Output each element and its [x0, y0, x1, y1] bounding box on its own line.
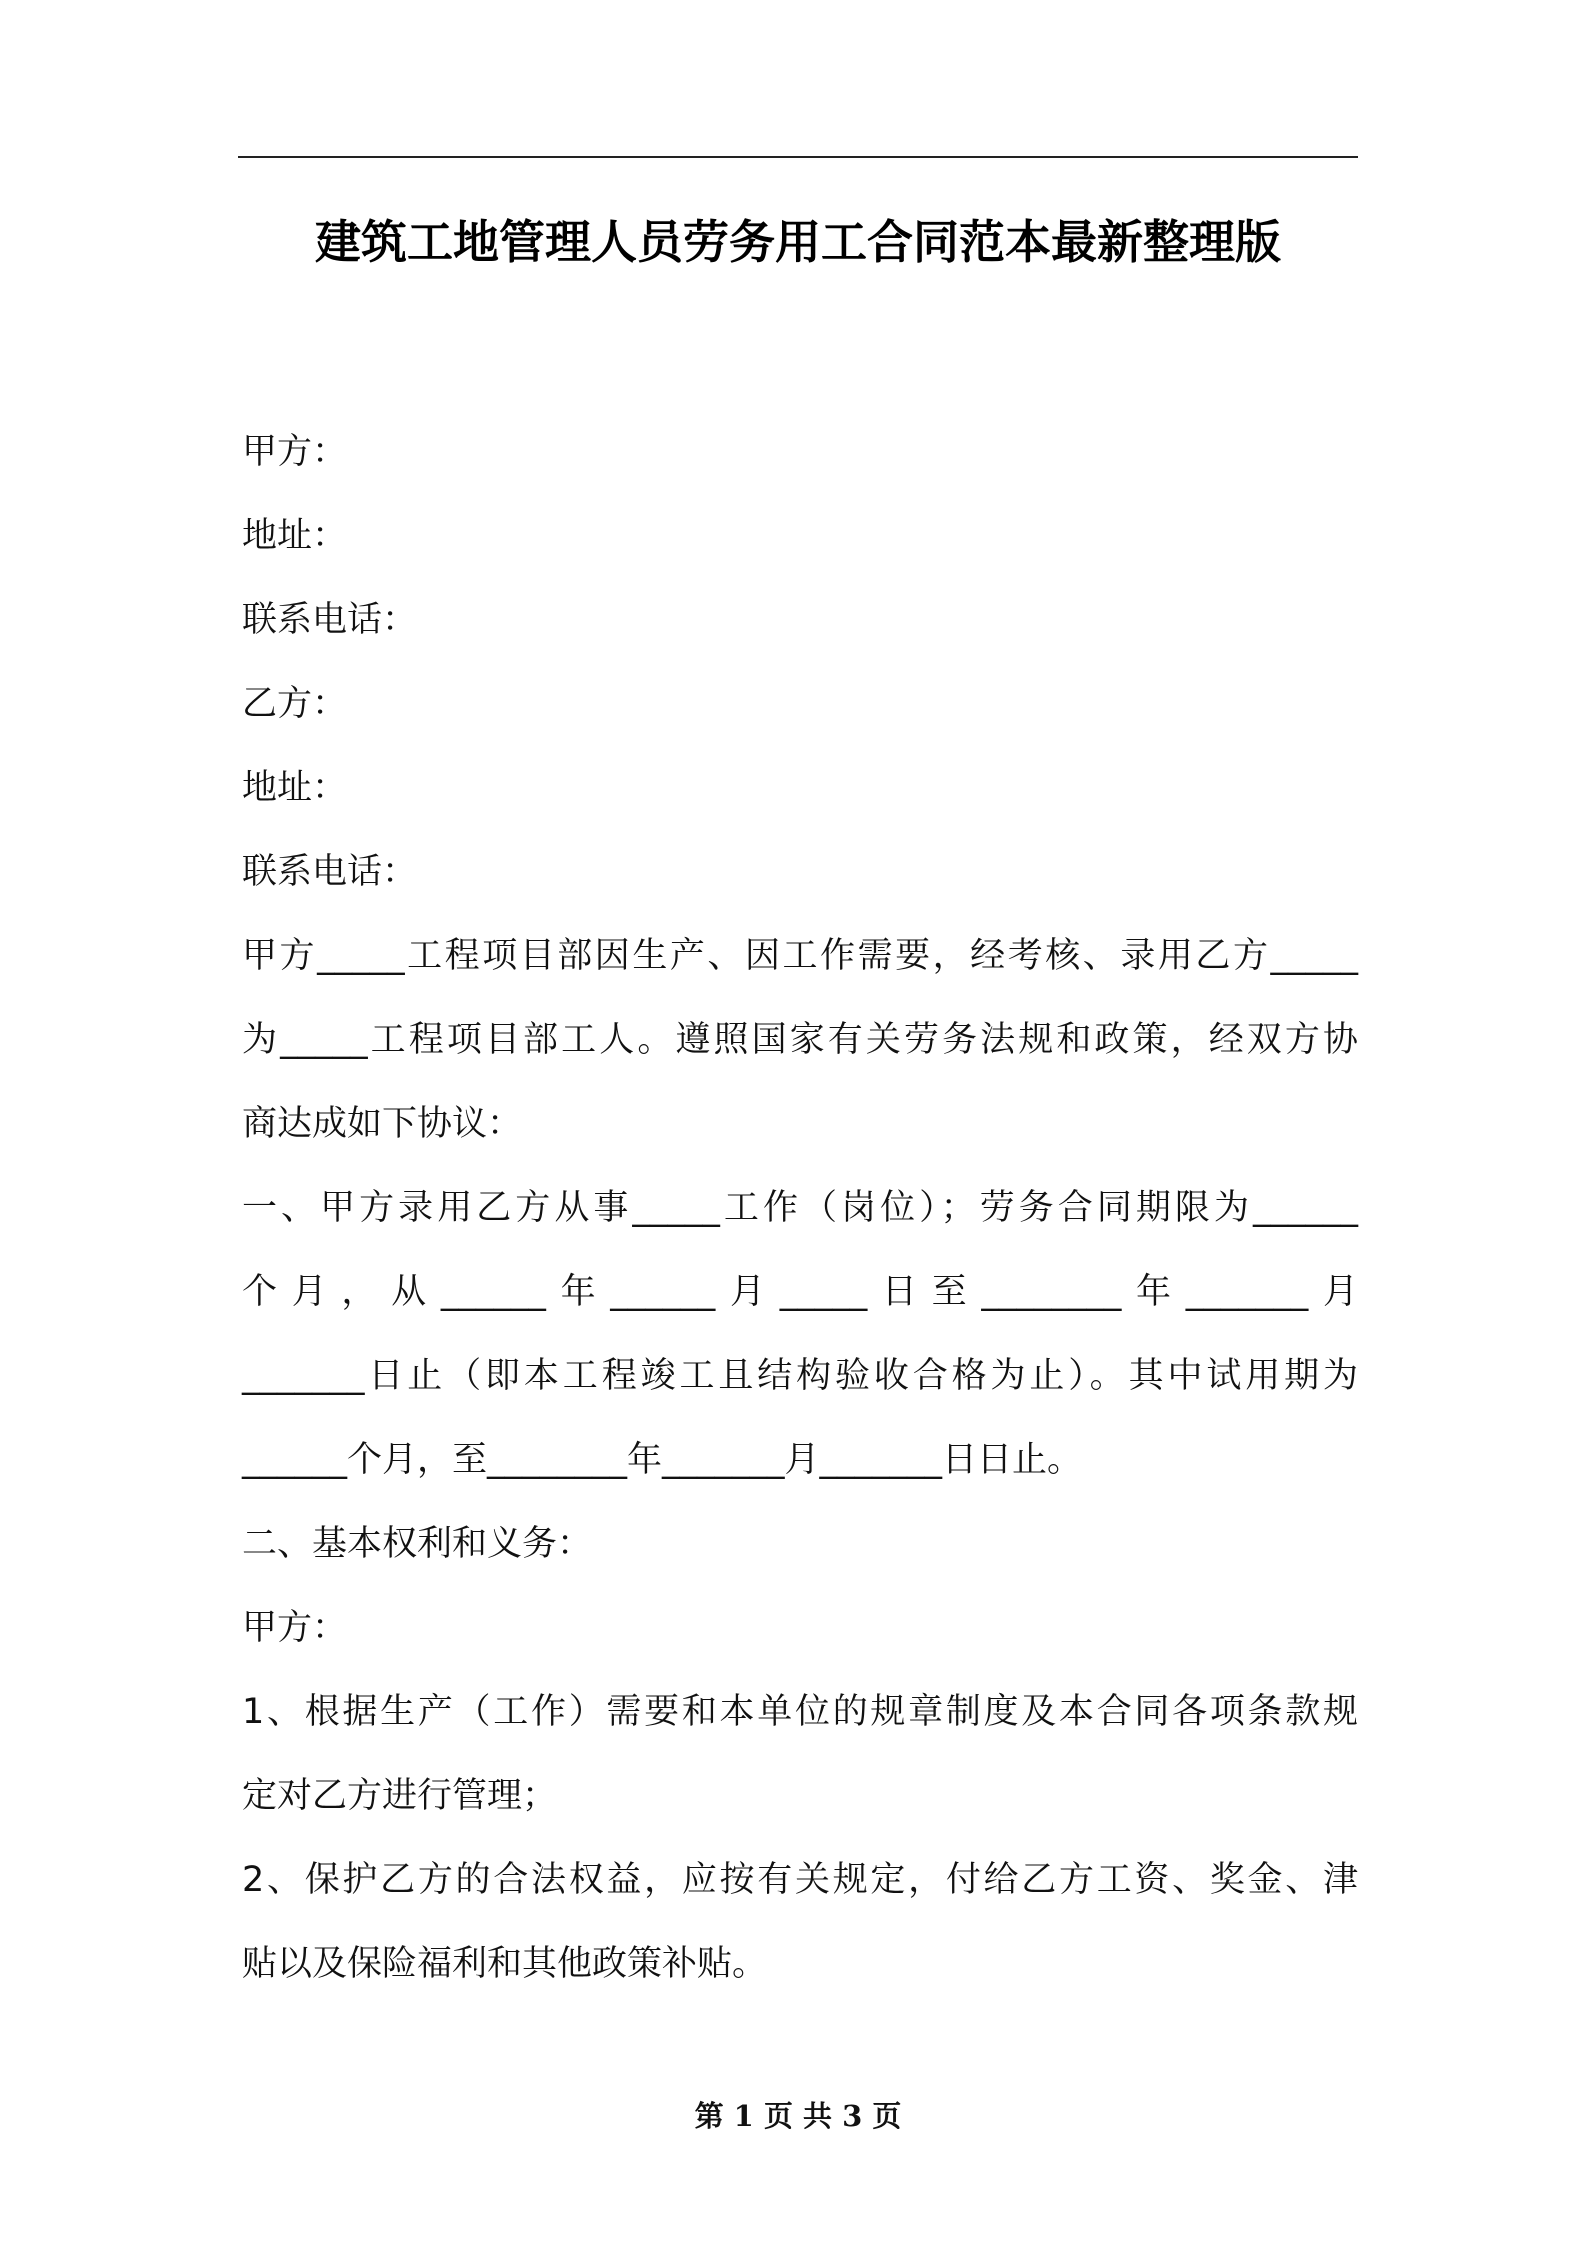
- document-body: [242, 410, 1358, 2006]
- clause-two-heading: 二、基本权利和义务：: [242, 1524, 593, 1564]
- party-a-label: 甲方：: [242, 432, 348, 472]
- duty-item-line: 1、根据生产（工作）需要和本单位的规章制度及本合同各项条款规: [242, 1692, 1358, 1732]
- clause-two-party-a: 甲方：: [242, 1608, 348, 1648]
- party-a-address: 地址：: [242, 516, 348, 556]
- document-title: 建筑工地管理人员劳务用工合同范本最新整理版: [315, 215, 1281, 269]
- clause-one-line: 一、甲方录用乙方从事_____工作（岗位）；劳务合同期限为______: [242, 1188, 1358, 1228]
- clause-one-line: ______个月，至________年_______月_______日日止。: [242, 1440, 1083, 1480]
- intro-paragraph-line: 甲方_____工程项目部因生产、因工作需要，经考核、录用乙方_____: [242, 936, 1358, 976]
- party-a-phone: 联系电话：: [242, 600, 418, 640]
- party-b-address: 地址：: [242, 768, 348, 808]
- party-b-phone: 联系电话：: [242, 852, 418, 892]
- clause-one-line: 个月，从______年______月_____日至________年_______月: [242, 1272, 1358, 1312]
- duty-item-line: 定对乙方进行管理；: [242, 1776, 558, 1816]
- intro-paragraph-line: 商达成如下协议：: [242, 1104, 523, 1144]
- duty-item-line: 2、保护乙方的合法权益，应按有关规定，付给乙方工资、奖金、津: [242, 1860, 1358, 1900]
- intro-paragraph-line: 为_____工程项目部工人。遵照国家有关劳务法规和政策，经双方协: [242, 1020, 1358, 1060]
- header-rule: [238, 156, 1358, 158]
- duty-item-line: 贴以及保险福利和其他政策补贴。: [242, 1944, 768, 1984]
- clause-one-line: _______日止（即本工程竣工且结构验收合格为止）。其中试用期为: [242, 1356, 1358, 1396]
- page-number-footer: 第 1 页 共 3 页: [694, 2099, 902, 2133]
- party-b-label: 乙方：: [242, 684, 348, 724]
